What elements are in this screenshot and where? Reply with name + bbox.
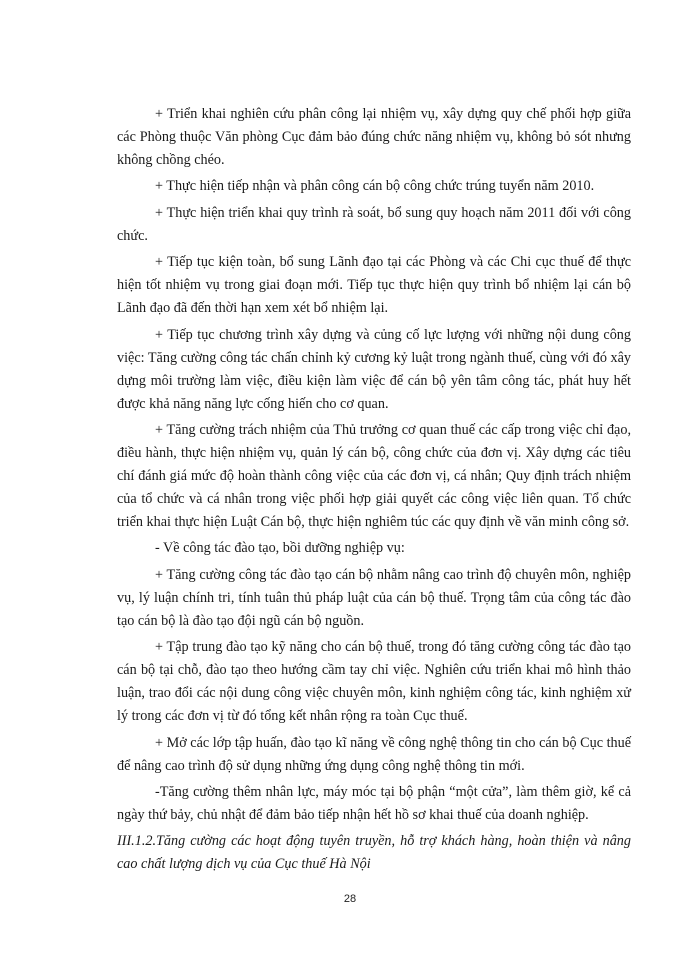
- paragraph: + Triển khai nghiên cứu phân công lại nhiệm vụ, xây dựng quy chế phối hợp giữa các Phòng thuộc Văn phòng Cục đảm bảo đúng chức năng nhiệm vụ, không bỏ sót nhưng không chồng chéo.: [117, 106, 631, 168]
- paragraph: + Tiếp tục kiện toàn, bổ sung Lãnh đạo tại các Phòng và các Chi cục thuế để thực hiện tốt nhiệm vụ trong giai đoạn mới. Tiếp tục thực hiện quy trình bổ nhiệm lại cán bộ Lãnh đạo đã đến thời hạn xem xét bổ nhiệm lại.: [117, 254, 631, 317]
- paragraph: + Tiếp tục chương trình xây dựng và củng cố lực lượng với những nội dung công việc: Tăng cường công tác chấn chỉnh kỷ cương kỷ luật trong ngành thuế, cùng với đó xây dựng môi trường làm việc, điều kiện làm việc để cán bộ yên tâm công tác, phát huy hết được khả năng năng lực cống hiến cho cơ quan.: [117, 326, 631, 412]
- paragraph: -Tăng cường thêm nhân lực, máy móc tại bộ phận “một cửa”, làm thêm giờ, kể cả ngày thứ bảy, chủ nhật để đảm bảo tiếp nhận hết hồ sơ khai thuế của doanh nghiệp.: [117, 783, 631, 823]
- paragraph: + Tăng cường công tác đào tạo cán bộ nhằm nâng cao trình độ chuyên môn, nghiệp vụ, lý luận chính tri, tính tuân thủ pháp luật của cán bộ thuế. Trọng tâm của công tác đào tạo cán bộ là đào tạo đội ngũ cán bộ nguồn.: [117, 566, 631, 629]
- paragraph: - Về công tác đào tạo, bồi dưỡng nghiệp vụ:: [155, 540, 405, 557]
- page-number: 28: [343, 893, 357, 905]
- document-body: [117, 103, 631, 876]
- paragraph: + Mở các lớp tập huấn, đào tạo kĩ năng về công nghệ thông tin cho cán bộ Cục thuế để nâng cao trình độ sử dụng những ứng dụng công nghệ thông tin mới.: [117, 734, 631, 774]
- paragraph: + Thực hiện triển khai quy trình rà soát, bổ sung quy hoạch năm 2011 đối với công chức.: [117, 204, 631, 244]
- paragraph: + Tập trung đào tạo kỹ năng cho cán bộ thuế, trong đó tăng cường công tác đào tạo cán bộ tại chỗ, đào tạo theo hướng cầm tay chỉ việc. Nghiên cứu triển khai mô hình thảo luận, trao đổi các nội dung công việc chuyên môn, kinh nghiệm công tác, kinh nghiệm xử lý trong các đơn vị từ đó tổng kết nhân rộng ra toàn Cục thuế.: [117, 639, 631, 725]
- paragraph: + Thực hiện tiếp nhận và phân công cán bộ công chức trúng tuyển năm 2010.: [155, 178, 595, 195]
- paragraph: + Tăng cường trách nhiệm của Thủ trưởng cơ quan thuế các cấp trong việc chỉ đạo, điều hành, thực hiện nhiệm vụ, quản lý cán bộ, công chức của đơn vị. Xây dựng các tiêu chí đánh giá mức độ hoàn thành công việc của các đơn vị, cá nhân; Quy định trách nhiệm của tổ chức và cá nhân trong việc phối hợp giải quyết các công việc liên quan. Tổ chức triển khai thực hiện Luật Cán bộ, thực hiện nghiêm túc các quy định về văn minh công sở.: [117, 421, 631, 530]
- section-heading: III.1.2.Tăng cường các hoạt động tuyên truyền, hỗ trợ khách hàng, hoàn thiện và nâng cao chất lượng dịch vụ của Cục thuế Hà Nội: [117, 833, 631, 873]
